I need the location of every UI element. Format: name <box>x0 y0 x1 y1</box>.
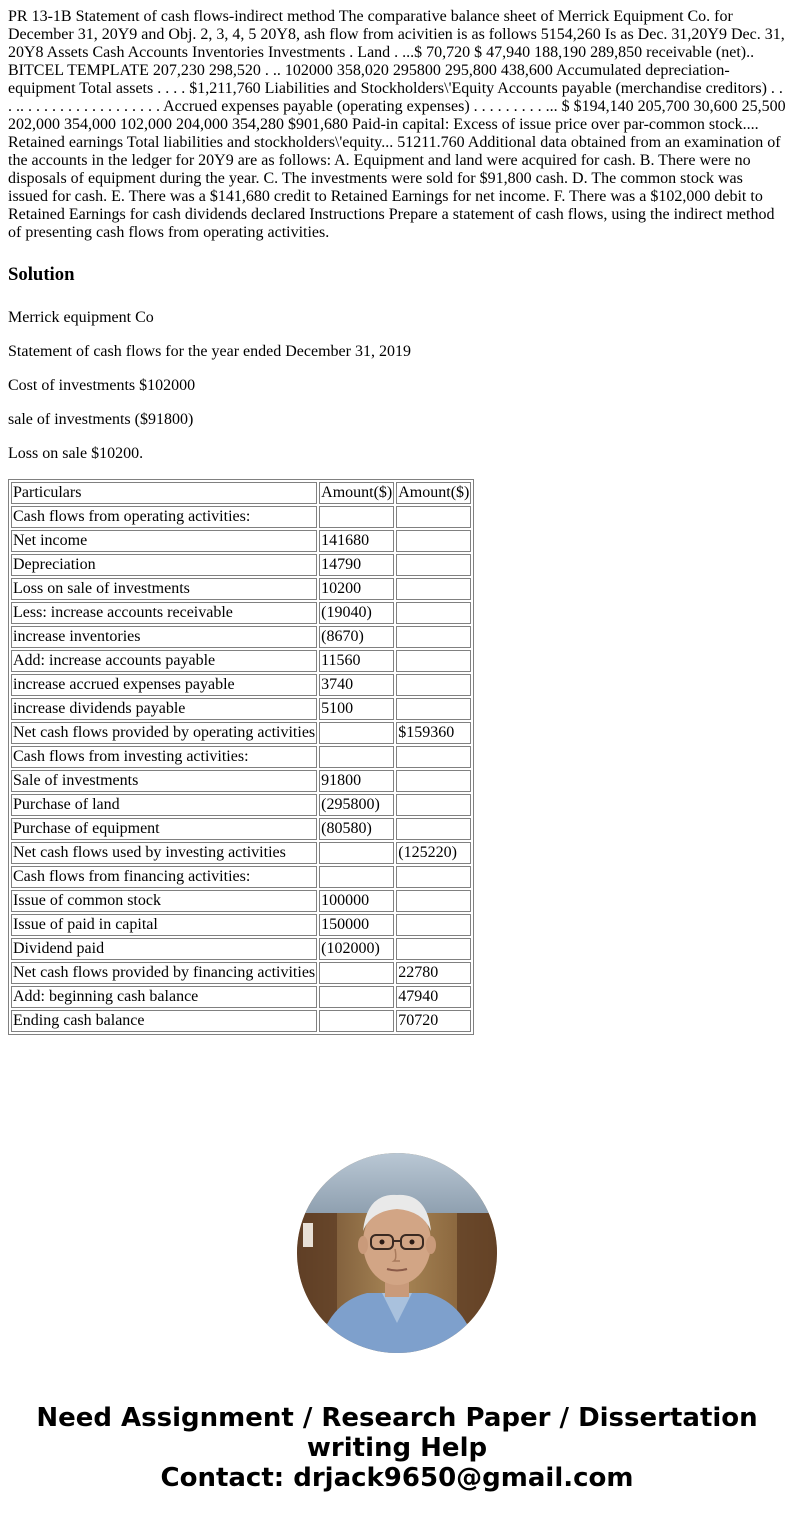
footer-line-2: writing Help <box>306 1433 488 1463</box>
footer-line-3: Contact: drjack9650@gmail.com <box>160 1463 634 1493</box>
table-cell-amount: 100000 <box>319 890 394 912</box>
table-row <box>11 986 471 1008</box>
table-row <box>11 866 471 888</box>
table-cell-amount <box>319 962 394 984</box>
table-cell-particulars: Issue of common stock <box>11 890 317 912</box>
table-cell-amount: (80580) <box>319 818 394 840</box>
table-cell-amount: (102000) <box>319 938 394 960</box>
table-row <box>11 890 471 912</box>
table-cell-particulars: Cash flows from financing activities: <box>11 866 317 888</box>
table-cell-particulars: Cash flows from operating activities: <box>11 506 317 528</box>
table-cell-amount: $159360 <box>396 722 471 744</box>
table-cell-amount <box>396 626 471 648</box>
loss-on-sale: Loss on sale $10200. <box>8 445 144 462</box>
table-cell-amount <box>396 530 471 552</box>
avatar <box>297 1153 497 1353</box>
table-cell-amount <box>396 698 471 720</box>
table-cell-amount: (295800) <box>319 794 394 816</box>
table-cell-amount: 3740 <box>319 674 394 696</box>
table-cell-amount: (8670) <box>319 626 394 648</box>
table-cell-particulars: Add: beginning cash balance <box>11 986 317 1008</box>
table-cell-particulars: Ending cash balance <box>11 1010 317 1032</box>
cash-flow-table <box>8 479 474 1035</box>
table-cell-amount: Amount($) <box>396 482 471 504</box>
table-cell-amount <box>319 1010 394 1032</box>
table-cell-amount <box>396 866 471 888</box>
table-row <box>11 530 471 552</box>
table-cell-amount <box>396 794 471 816</box>
table-cell-amount: 91800 <box>319 770 394 792</box>
table-row <box>11 842 471 864</box>
table-row <box>11 746 471 768</box>
table-header-row <box>11 482 471 504</box>
table-row <box>11 674 471 696</box>
table-cell-particulars: Purchase of land <box>11 794 317 816</box>
table-row <box>11 914 471 936</box>
table-cell-particulars: Cash flows from investing activities: <box>11 746 317 768</box>
statement-title: Statement of cash flows for the year ended December 31, 2019 <box>8 343 411 360</box>
table-cell-amount <box>319 986 394 1008</box>
table-cell-amount: 150000 <box>319 914 394 936</box>
table-cell-amount: 14790 <box>319 554 394 576</box>
sale-of-investments: sale of investments ($91800) <box>8 411 194 428</box>
table-row <box>11 650 471 672</box>
company-name: Merrick equipment Co <box>8 309 154 326</box>
table-cell-amount: 10200 <box>319 578 394 600</box>
tutor-photo-icon <box>297 1153 497 1353</box>
table-cell-amount: 22780 <box>396 962 471 984</box>
table-row <box>11 938 471 960</box>
table-cell-amount <box>319 722 394 744</box>
table-cell-amount <box>319 842 394 864</box>
table-cell-amount: Amount($) <box>319 482 394 504</box>
question-text: PR 13-1B Statement of cash flows-indirect method The comparative balance sheet of Merrick Equipment Co. for December 31, 20Y9 and Obj. 2, 3, 4, 5 20Y8, ash flow from acivitien is as follows 5154,260 Is as Dec. 31,20Y9 Dec. 31, 20Y8 Assets Cash Accounts Inventories Investments . Land . ...$ 70,720 $ 47,940 188,190 289,850 receivable (net).. BITCEL TEMPLATE 207,230 298,520 . .. 102000 358,020 295800 295,800 438,600 Accumulated depreciation-equipment Total assets . . . . $1,211,760 Liabilities and Stockholders\'Equity Accounts payable (merchandise creditors) . . . .. . . . . . . . . . . . . . . . . . Accrued expenses payable (operating expenses) . . . . . . . . . ... $ $194,140 205,700 30,600 25,500 202,000 354,000 102,000 204,000 354,280 $901,680 Paid-in capital: Excess of issue price over par-common stock.... Retained earnings Total liabilities and stockholders\'equity... 51211.760 Additional data obtained from an examination of the accounts in the ledger for 20Y9 are as follows: A. Equipment and land were acquired for cash. B. There were no disposals of equipment during the year. C. The investments were sold for $91,800 cash. D. The common stock was issued for cash. E. There was a $141,680 credit to Retained Earnings for net income. F. There was a $102,000 debit to Retained Earnings for cash dividends declared Instructions Prepare a statement of cash flows, using the indirect method of presenting cash flows from operating activities. <box>8 8 786 241</box>
table-cell-amount <box>396 674 471 696</box>
table-cell-amount <box>396 578 471 600</box>
table-cell-particulars: increase dividends payable <box>11 698 317 720</box>
table-row <box>11 506 471 528</box>
table-cell-amount <box>319 506 394 528</box>
table-cell-particulars: Dividend paid <box>11 938 317 960</box>
page-content <box>8 8 786 1035</box>
table-cell-particulars: increase accrued expenses payable <box>11 674 317 696</box>
table-row <box>11 602 471 624</box>
table-cell-amount <box>396 914 471 936</box>
table-row <box>11 770 471 792</box>
table-row <box>11 554 471 576</box>
table-cell-particulars: increase inventories <box>11 626 317 648</box>
table-cell-amount: 47940 <box>396 986 471 1008</box>
table-cell-particulars: Net income <box>11 530 317 552</box>
table-cell-amount <box>396 890 471 912</box>
footer-ad <box>0 1403 794 1493</box>
table-cell-particulars: Sale of investments <box>11 770 317 792</box>
table-cell-particulars: Less: increase accounts receivable <box>11 602 317 624</box>
table-row <box>11 698 471 720</box>
table-cell-particulars: Net cash flows provided by operating activities <box>11 722 317 744</box>
table-cell-amount <box>396 602 471 624</box>
table-cell-amount: 11560 <box>319 650 394 672</box>
table-cell-amount <box>396 938 471 960</box>
table-cell-amount: 70720 <box>396 1010 471 1032</box>
table-row <box>11 626 471 648</box>
table-cell-amount: (19040) <box>319 602 394 624</box>
table-cell-particulars: Particulars <box>11 482 317 504</box>
table-cell-amount: 141680 <box>319 530 394 552</box>
table-cell-amount <box>396 818 471 840</box>
table-cell-amount <box>396 650 471 672</box>
table-cell-amount: (125220) <box>396 842 471 864</box>
table-cell-amount <box>396 506 471 528</box>
table-cell-amount: 5100 <box>319 698 394 720</box>
table-cell-particulars: Add: increase accounts payable <box>11 650 317 672</box>
table-cell-amount <box>396 554 471 576</box>
table-cell-particulars: Issue of paid in capital <box>11 914 317 936</box>
table-cell-particulars: Net cash flows used by investing activities <box>11 842 317 864</box>
table-row <box>11 578 471 600</box>
table-row <box>11 818 471 840</box>
table-cell-amount <box>319 866 394 888</box>
table-row <box>11 962 471 984</box>
table-row <box>11 794 471 816</box>
table-cell-particulars: Purchase of equipment <box>11 818 317 840</box>
footer-line-1: Need Assignment / Research Paper / Dissertation <box>36 1403 758 1433</box>
table-cell-particulars: Depreciation <box>11 554 317 576</box>
table-cell-particulars: Net cash flows provided by financing activities <box>11 962 317 984</box>
table-row <box>11 722 471 744</box>
table-cell-amount <box>396 746 471 768</box>
table-cell-amount <box>396 770 471 792</box>
solution-heading: Solution <box>8 264 75 285</box>
table-row <box>11 1010 471 1032</box>
cost-of-investments: Cost of investments $102000 <box>8 377 196 394</box>
table-cell-particulars: Loss on sale of investments <box>11 578 317 600</box>
table-cell-amount <box>319 746 394 768</box>
